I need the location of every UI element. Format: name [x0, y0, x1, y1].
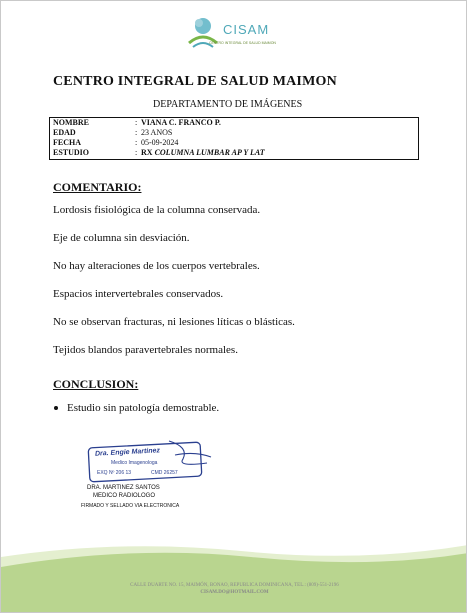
footer-wave-decoration [1, 531, 467, 613]
colon: : [135, 138, 138, 147]
conclusion-item [67, 402, 219, 414]
colon: : [135, 128, 138, 137]
logo-wordmark: CISAM [223, 22, 270, 37]
comment-line: Eje de columna sin desviación. [53, 232, 190, 244]
colon: : [135, 118, 138, 127]
date-value: 05-09-2024 [141, 138, 179, 147]
logo-tagline: CENTRO INTEGRAL DE SALUD MAIMON [209, 41, 276, 45]
doctor-name: DRA. MARTINEZ SANTOS [87, 485, 160, 491]
conclusion-heading: CONCLUSION: [53, 377, 139, 391]
stamp-cmd: CMD 26257 [151, 470, 178, 476]
organization-title: CENTRO INTEGRAL DE SALUD MAIMON [53, 74, 337, 89]
comment-line: Espacios intervertebrales conservados. [53, 288, 224, 300]
comment-line: Lordosis fisiológica de la columna conservada. [53, 204, 261, 216]
patient-date-row [53, 138, 178, 147]
study-value: COLUMNA LUMBAR AP Y LAT [154, 148, 265, 157]
study-prefix: RX [141, 148, 153, 157]
age-label: EDAD [53, 128, 76, 137]
comment-heading: COMENTARIO: [53, 180, 142, 194]
department-title: DEPARTAMENTO DE IMÁGENES [153, 99, 303, 110]
footer-email[interactable]: CISAM.DO@HOTMAIL.COM [200, 590, 269, 595]
comment-line: Tejidos blandos paravertebrales normales. [53, 344, 238, 356]
bullet-icon [54, 406, 58, 410]
age-value: 23 ANOS [141, 128, 173, 137]
patient-name-row [53, 118, 221, 127]
footer-address: CALLE DUARTE NO. 15, MAIMÓN, BONAO, REPUBLICA DOMINICANA, TEL.: (809)-551-2196 [130, 583, 339, 588]
patient-info-box [49, 117, 419, 160]
logo-figure-icon [183, 13, 223, 51]
patient-age-row [53, 128, 172, 137]
cisam-logo [183, 13, 293, 51]
name-label: NOMBRE [53, 118, 89, 127]
comment-line: No se observan fracturas, ni lesiones líticas o blásticas. [53, 316, 295, 328]
conclusion-text: Estudio sin patología demostrable. [67, 402, 220, 414]
stamp-exq: EXQ Nº 206 13 [97, 470, 132, 476]
name-value: VIANA C. FRANCO P. [141, 118, 221, 127]
comment-line: No hay alteraciones de los cuerpos vertebrales. [53, 260, 260, 272]
colon: : [135, 148, 138, 157]
doctor-role: MEDICO RADIOLOGO [93, 493, 156, 499]
signature-block [79, 437, 229, 517]
study-label: ESTUDIO [53, 148, 90, 157]
patient-study-row [53, 148, 265, 157]
stamp-name: Dra. Engie Martinez [94, 447, 161, 458]
date-label: FECHA [53, 138, 81, 147]
stamp-title: Medico Imagenologa [111, 460, 158, 466]
signature-note: FIRMADO Y SELLADO VIA ELECTRONICA [81, 503, 180, 509]
